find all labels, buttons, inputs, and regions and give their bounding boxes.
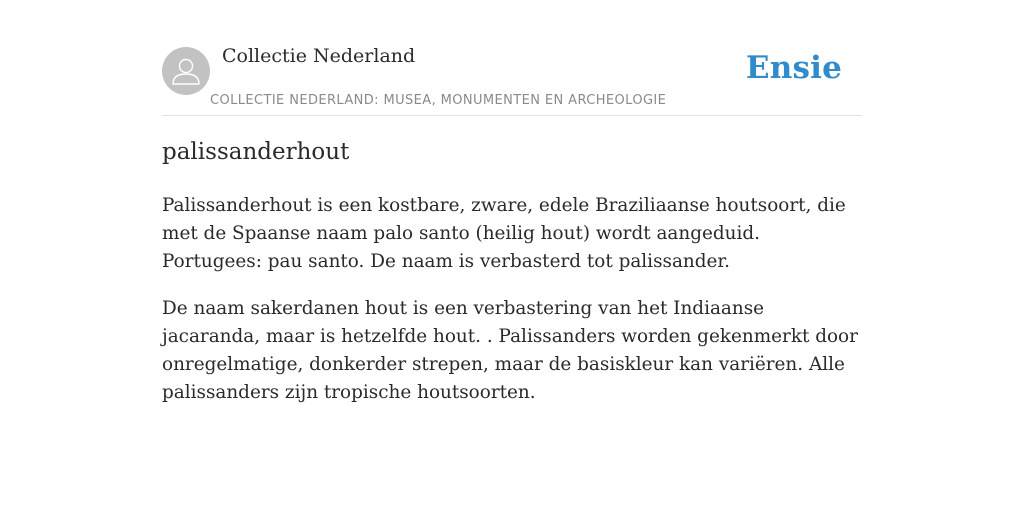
- avatar[interactable]: [162, 47, 210, 95]
- entry-body: [162, 192, 862, 426]
- user-icon: [162, 47, 210, 95]
- author-name[interactable]: Collectie Nederland: [222, 45, 416, 67]
- header: [162, 0, 862, 116]
- entry-paragraph: Palissanderhout is een kostbare, zware, edele Braziliaanse houtsoort, die met de Spaanse naam palo santo (heilig hout) wordt aangeduid. Portugees: pau santo. De naam is verbasterd tot palissander.: [162, 195, 846, 272]
- collection-title[interactable]: COLLECTIE NEDERLAND: MUSEA, MONUMENTEN EN ARCHEOLOGIE: [210, 93, 667, 108]
- ensie-logo[interactable]: Ensie: [745, 50, 842, 86]
- entry-term: palissanderhout: [162, 139, 350, 165]
- entry-paragraph: De naam sakerdanen hout is een verbastering van het Indiaanse jacaranda, maar is hetzelfde hout. . Palissanders worden gekenmerkt door onregelmatige, donkerder strepen, maar de basiskleur kan variëren. Alle palissanders zijn tropische houtsoorten.: [162, 298, 858, 403]
